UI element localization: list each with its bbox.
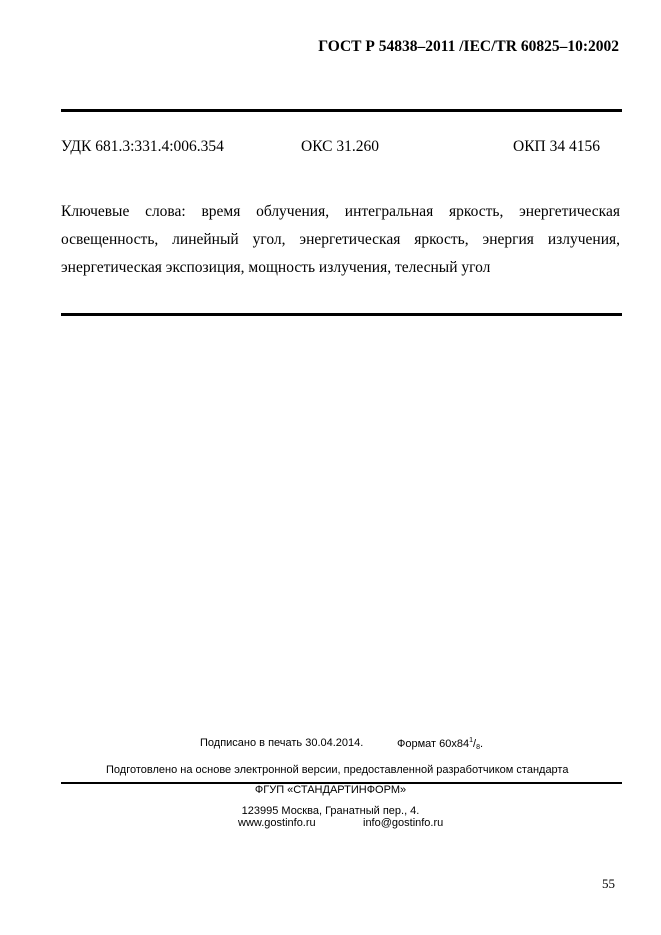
website-link[interactable]: www.gostinfo.ru	[238, 817, 316, 829]
email-link[interactable]: info@gostinfo.ru	[363, 817, 444, 829]
page-number: 55	[602, 876, 615, 891]
top-divider	[61, 109, 622, 112]
middle-divider	[61, 313, 622, 316]
paper-format: Формат $60х84^1/_8$.	[397, 737, 484, 751]
publisher-address: 123995 Москва, Гранатный пер., 4.	[241, 805, 420, 817]
publisher-name: ФГУП «СТАНДАРТИНФОРМ»	[254, 784, 407, 796]
document-header: ГОСТ Р 54838–2011 /IEC/TR 60825–10:2002	[318, 38, 619, 55]
signed-to-print: Подписано в печать 30.04.2014.	[200, 737, 364, 749]
udk-code: УДК 681.3:331.4:006.354	[61, 138, 224, 155]
format-end: .	[479, 738, 484, 750]
prepared-note: Подготовлено на основе электронной версии, предоставленной разработчиком стандарта	[106, 764, 569, 776]
okp-code: ОКП 34 4156	[513, 138, 600, 155]
format-label: Формат 60х84	[397, 738, 470, 750]
keywords-paragraph: Ключевые слова: время облучения, интегральная яркость, энергетическая освещенность, линейный угол, энергетическая яркость, энергия излучения, энергетическая экспозиция, мощность излучения, телесный угол	[61, 203, 620, 276]
format-numerator: 1	[469, 737, 474, 744]
format-denominator: 8	[476, 744, 480, 751]
oks-code: ОКС 31.260	[301, 138, 379, 155]
